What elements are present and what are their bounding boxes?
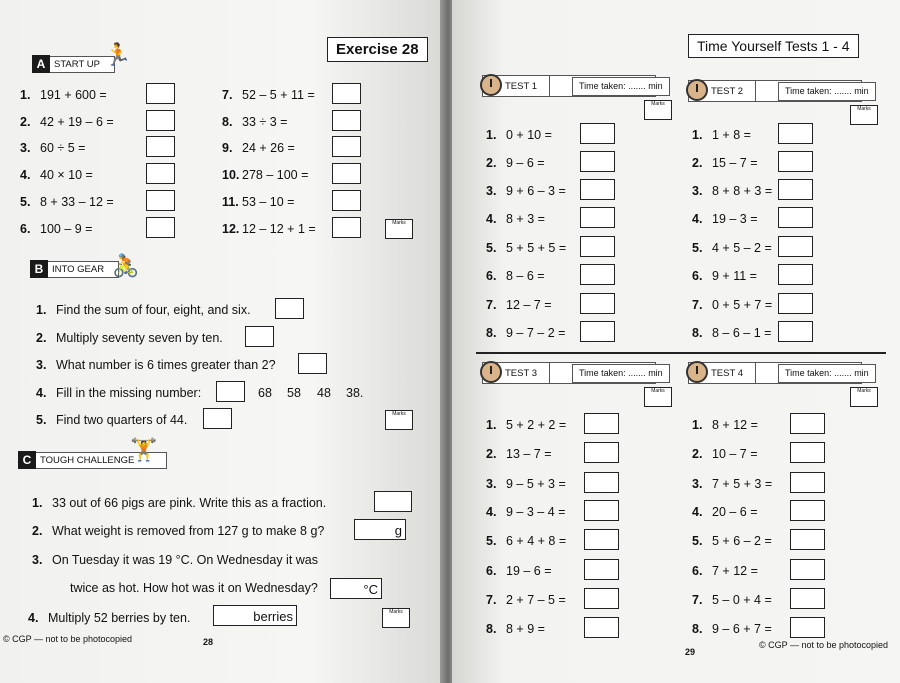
question-number: 5. bbox=[692, 534, 703, 548]
test-label: TEST 1 bbox=[483, 76, 550, 96]
section-letter: A bbox=[32, 55, 50, 73]
question-text: 15 – 7 = bbox=[712, 156, 758, 170]
question-text: 9 + 11 = bbox=[712, 269, 757, 283]
answer-box[interactable] bbox=[584, 617, 619, 638]
question-number: 6. bbox=[692, 564, 703, 578]
question-number: 4. bbox=[692, 212, 703, 226]
question-number: 7. bbox=[692, 593, 703, 607]
answer-box[interactable] bbox=[216, 381, 245, 402]
question-number: 1. bbox=[32, 496, 43, 510]
test-question bbox=[486, 156, 545, 170]
question-number: 1. bbox=[20, 88, 31, 102]
answer-box[interactable] bbox=[790, 472, 825, 493]
question-text: 8 – 6 – 1 = bbox=[712, 326, 772, 340]
question-text: 19 – 6 = bbox=[506, 564, 552, 578]
question-text: 8 + 9 = bbox=[506, 622, 545, 636]
test-question bbox=[486, 505, 565, 519]
question-text: 33 out of 66 pigs are pink. Write this as a fraction. bbox=[52, 496, 327, 510]
answer-box[interactable] bbox=[580, 264, 615, 285]
answer-box[interactable] bbox=[332, 136, 361, 157]
answer-box[interactable] bbox=[580, 123, 615, 144]
answer-box[interactable] bbox=[332, 163, 361, 184]
test-question bbox=[486, 326, 565, 340]
answer-box[interactable] bbox=[584, 472, 619, 493]
test-question bbox=[486, 212, 545, 226]
startup-question bbox=[20, 115, 114, 129]
answer-box[interactable] bbox=[146, 110, 175, 131]
startup-question bbox=[20, 222, 92, 236]
test-question bbox=[692, 477, 772, 491]
test-question bbox=[486, 622, 545, 636]
test-question bbox=[486, 564, 552, 578]
question-text: 0 + 10 = bbox=[506, 128, 552, 142]
question-number: 12. bbox=[222, 222, 240, 236]
question-number: 8. bbox=[486, 622, 497, 636]
section-name: TOUGH CHALLENGE bbox=[36, 452, 167, 469]
question-text: 8 + 3 = bbox=[506, 212, 545, 226]
question-number: 8. bbox=[222, 115, 233, 129]
question-text: 8 + 8 + 3 = bbox=[712, 184, 773, 198]
question-text: What weight is removed from 127 g to make 8 g? bbox=[52, 524, 325, 538]
question-text: 9 – 7 – 2 = bbox=[506, 326, 566, 340]
section-name: INTO GEAR bbox=[48, 261, 119, 278]
question-number: 7. bbox=[222, 88, 233, 102]
answer-box[interactable] bbox=[332, 190, 361, 211]
marks-label: Marks bbox=[857, 388, 871, 394]
question-number: 5. bbox=[486, 241, 497, 255]
clock-icon bbox=[686, 361, 708, 383]
question-number: 2. bbox=[692, 156, 703, 170]
marks-box[interactable]: Marks bbox=[382, 608, 410, 628]
answer-box[interactable] bbox=[790, 588, 825, 609]
answer-box[interactable] bbox=[584, 413, 619, 434]
question-text: 9 – 3 – 4 = bbox=[506, 505, 566, 519]
answer-box[interactable] bbox=[580, 179, 615, 200]
question-number: 3. bbox=[36, 358, 47, 372]
question-number: 6. bbox=[692, 269, 703, 283]
question-number: 10. bbox=[222, 168, 240, 182]
question-text: 9 – 5 + 3 = bbox=[506, 477, 566, 491]
answer-box[interactable] bbox=[778, 293, 813, 314]
answer-box[interactable] bbox=[580, 151, 615, 172]
marks-label: Marks bbox=[651, 101, 665, 107]
question-text: 12 – 7 = bbox=[506, 298, 552, 312]
into-gear-question bbox=[36, 358, 276, 372]
question-text: Find the sum of four, eight, and six. bbox=[56, 303, 251, 317]
question-text: 42 + 19 – 6 = bbox=[40, 115, 114, 129]
answer-box[interactable] bbox=[584, 442, 619, 463]
test-question bbox=[692, 447, 758, 461]
copyright-footer: © CGP — not to be photocopied bbox=[3, 634, 133, 644]
answer-box[interactable] bbox=[580, 236, 615, 257]
question-text: Find two quarters of 44. bbox=[56, 413, 188, 427]
question-text: 7 + 12 = bbox=[712, 564, 758, 578]
into-gear-question bbox=[36, 386, 201, 400]
test-question bbox=[486, 418, 566, 432]
question-text: 278 – 100 = bbox=[242, 168, 309, 182]
answer-box[interactable] bbox=[790, 617, 825, 638]
question-number: 2. bbox=[36, 331, 47, 345]
test-question bbox=[692, 156, 758, 170]
answer-box[interactable] bbox=[275, 298, 304, 319]
answer-box[interactable] bbox=[580, 293, 615, 314]
question-text: Multiply seventy seven by ten. bbox=[56, 331, 223, 345]
question-number: 4. bbox=[28, 611, 39, 625]
startup-question bbox=[20, 88, 107, 102]
left-page bbox=[0, 0, 444, 683]
section-name: START UP bbox=[50, 56, 115, 73]
question-text: 8 + 12 = bbox=[712, 418, 758, 432]
test-question bbox=[692, 212, 758, 226]
question-text: 8 – 6 = bbox=[506, 269, 545, 283]
question-text: 10 – 7 = bbox=[712, 447, 758, 461]
startup-question bbox=[222, 168, 308, 182]
question-number: 4. bbox=[692, 505, 703, 519]
question-number: 3. bbox=[20, 141, 31, 155]
test-label: TEST 2 bbox=[689, 81, 756, 101]
answer-box[interactable] bbox=[778, 207, 813, 228]
question-number: 5. bbox=[692, 241, 703, 255]
question-text: twice as hot. How hot was it on Wednesday? bbox=[70, 581, 318, 595]
test-question bbox=[692, 269, 757, 283]
question-number: 4. bbox=[36, 386, 47, 400]
test-question bbox=[486, 269, 545, 283]
answer-box[interactable] bbox=[146, 190, 175, 211]
sequence-number: 68 bbox=[258, 386, 272, 400]
question-number: 3. bbox=[486, 477, 497, 491]
startup-question bbox=[222, 88, 315, 102]
question-number: 4. bbox=[486, 505, 497, 519]
test-question bbox=[486, 593, 566, 607]
tests-title: Time Yourself Tests 1 - 4 bbox=[688, 34, 859, 58]
page-number: 28 bbox=[203, 637, 214, 647]
into-gear-question bbox=[36, 331, 223, 345]
question-text: 52 – 5 + 11 = bbox=[242, 88, 315, 102]
question-text: 20 – 6 = bbox=[712, 505, 758, 519]
question-text: 13 – 7 = bbox=[506, 447, 552, 461]
answer-box[interactable] bbox=[580, 207, 615, 228]
question-text: 5 + 2 + 2 = bbox=[506, 418, 567, 432]
answer-box[interactable] bbox=[332, 217, 361, 238]
answer-box[interactable] bbox=[584, 559, 619, 580]
question-text: 2 + 7 – 5 = bbox=[506, 593, 566, 607]
startup-question bbox=[20, 141, 85, 155]
question-number: 5. bbox=[486, 534, 497, 548]
answer-box[interactable] bbox=[778, 321, 813, 342]
question-text: 0 + 5 + 7 = bbox=[712, 298, 773, 312]
question-number: 2. bbox=[486, 447, 497, 461]
question-number: 1. bbox=[486, 418, 497, 432]
answer-box[interactable] bbox=[790, 559, 825, 580]
test-question bbox=[486, 241, 566, 255]
marks-box[interactable] bbox=[644, 387, 672, 407]
question-text: Fill in the missing number: bbox=[56, 386, 202, 400]
into-gear-question bbox=[36, 303, 251, 317]
copyright-footer: © CGP — not to be photocopied bbox=[759, 640, 889, 650]
answer-box[interactable] bbox=[790, 529, 825, 550]
question-number: 1. bbox=[692, 128, 703, 142]
page-number: 29 bbox=[685, 647, 696, 657]
question-number: 1. bbox=[692, 418, 703, 432]
question-text: 9 + 6 – 3 = bbox=[506, 184, 566, 198]
question-text: 40 × 10 = bbox=[40, 168, 93, 182]
question-text: What number is 6 times greater than 2? bbox=[56, 358, 276, 372]
answer-box[interactable] bbox=[584, 529, 619, 550]
test-label: TEST 3 bbox=[483, 363, 550, 383]
marks-box[interactable]: Marks bbox=[385, 410, 413, 430]
question-text: 100 – 9 = bbox=[40, 222, 93, 236]
answer-box[interactable] bbox=[332, 110, 361, 131]
answer-box[interactable] bbox=[146, 217, 175, 238]
test-question bbox=[692, 564, 758, 578]
answer-box-grams[interactable]: g bbox=[354, 519, 406, 540]
answer-box[interactable] bbox=[778, 151, 813, 172]
question-number: 7. bbox=[486, 298, 497, 312]
right-page bbox=[452, 0, 900, 683]
question-number: 11. bbox=[222, 195, 239, 209]
sequence-number: 48 bbox=[317, 386, 331, 400]
question-number: 2. bbox=[486, 156, 497, 170]
section-a-tag bbox=[32, 56, 115, 72]
test-question bbox=[486, 298, 552, 312]
question-text: 24 + 26 = bbox=[242, 141, 295, 155]
question-text: 53 – 10 = bbox=[242, 195, 295, 209]
test-question bbox=[692, 326, 771, 340]
clock-icon bbox=[686, 79, 708, 101]
question-number: 5. bbox=[36, 413, 47, 427]
test-question bbox=[486, 477, 566, 491]
startup-question bbox=[222, 141, 295, 155]
tough-question bbox=[28, 611, 190, 625]
question-text: 19 – 3 = bbox=[712, 212, 758, 226]
answer-box-celsius[interactable]: °C bbox=[330, 578, 382, 599]
marks-box[interactable] bbox=[850, 387, 878, 407]
question-number: 9. bbox=[222, 141, 233, 155]
question-number: 8. bbox=[692, 326, 703, 340]
answer-box[interactable] bbox=[146, 83, 175, 104]
answer-box[interactable] bbox=[374, 491, 412, 512]
time-taken: Time taken: ....... min bbox=[778, 82, 876, 101]
question-text: 9 – 6 = bbox=[506, 156, 545, 170]
question-number: 1. bbox=[36, 303, 47, 317]
answer-box[interactable] bbox=[778, 264, 813, 285]
question-number: 6. bbox=[486, 269, 497, 283]
question-text: 4 + 5 – 2 = bbox=[712, 241, 772, 255]
question-text: 7 + 5 + 3 = bbox=[712, 477, 773, 491]
tough-question bbox=[32, 553, 318, 567]
section-letter: B bbox=[30, 260, 48, 278]
answer-box[interactable] bbox=[580, 321, 615, 342]
question-text: On Tuesday it was 19 °C. On Wednesday it was bbox=[52, 553, 319, 567]
question-text: 9 – 6 + 7 = bbox=[712, 622, 772, 636]
startup-question bbox=[20, 195, 114, 209]
test-question bbox=[692, 241, 772, 255]
answer-box[interactable] bbox=[584, 588, 619, 609]
time-taken: Time taken: ....... min bbox=[572, 77, 670, 96]
question-number: 7. bbox=[486, 593, 497, 607]
sequence-number: 58 bbox=[287, 386, 301, 400]
marks-box[interactable] bbox=[850, 105, 878, 125]
answer-box[interactable] bbox=[790, 500, 825, 521]
question-text: 12 – 12 + 1 = bbox=[242, 222, 316, 236]
answer-box-berries[interactable]: berries bbox=[213, 605, 297, 626]
test-question bbox=[486, 184, 566, 198]
test-question bbox=[486, 128, 552, 142]
question-number: 3. bbox=[692, 184, 703, 198]
question-number: 5. bbox=[20, 195, 31, 209]
question-number: 1. bbox=[486, 128, 497, 142]
test-question bbox=[692, 593, 772, 607]
tough-question bbox=[50, 581, 318, 595]
time-taken: Time taken: ....... min bbox=[572, 364, 670, 383]
question-number: 8. bbox=[486, 326, 497, 340]
into-gear-question bbox=[36, 413, 187, 427]
test-question bbox=[486, 447, 552, 461]
section-letter: C bbox=[18, 451, 36, 469]
question-text: 5 – 0 + 4 = bbox=[712, 593, 772, 607]
answer-box[interactable] bbox=[298, 353, 327, 374]
question-text: 5 + 5 + 5 = bbox=[506, 241, 567, 255]
question-text: 6 + 4 + 8 = bbox=[506, 534, 567, 548]
question-number: 3. bbox=[32, 553, 43, 567]
marks-label: Marks bbox=[857, 106, 871, 112]
test-question bbox=[692, 534, 772, 548]
test-question bbox=[692, 128, 751, 142]
answer-box[interactable] bbox=[203, 408, 232, 429]
question-text: 8 + 33 – 12 = bbox=[40, 195, 114, 209]
marks-label: Marks bbox=[651, 388, 665, 394]
clock-icon bbox=[480, 361, 502, 383]
question-number: 6. bbox=[486, 564, 497, 578]
cyclist-icon: 🚴 bbox=[112, 253, 140, 278]
test-label: TEST 4 bbox=[689, 363, 756, 383]
tough-question bbox=[32, 496, 326, 510]
question-number: 2. bbox=[32, 524, 43, 538]
test-question bbox=[692, 298, 772, 312]
question-text: 5 + 6 – 2 = bbox=[712, 534, 772, 548]
answer-box[interactable] bbox=[778, 179, 813, 200]
test-question bbox=[486, 534, 566, 548]
marks-box[interactable] bbox=[644, 100, 672, 120]
tests-divider bbox=[476, 352, 886, 354]
question-number: 6. bbox=[20, 222, 31, 236]
question-text: 60 ÷ 5 = bbox=[40, 141, 86, 155]
test-question bbox=[692, 184, 772, 198]
exercise-title: Exercise 28 bbox=[327, 37, 428, 62]
test-question bbox=[692, 418, 758, 432]
question-number: 3. bbox=[486, 184, 497, 198]
answer-box[interactable] bbox=[790, 442, 825, 463]
marks-box[interactable]: Marks bbox=[385, 219, 413, 239]
question-number: 7. bbox=[692, 298, 703, 312]
tough-question bbox=[32, 524, 324, 538]
weightlifter-icon: 🏋 bbox=[130, 437, 158, 462]
sequence-number: 38. bbox=[346, 386, 364, 400]
question-number: 4. bbox=[20, 168, 31, 182]
question-text: 1 + 8 = bbox=[712, 128, 751, 142]
question-text: 33 ÷ 3 = bbox=[242, 115, 288, 129]
section-b-tag bbox=[30, 261, 119, 277]
question-number: 2. bbox=[20, 115, 31, 129]
answer-box[interactable] bbox=[332, 83, 361, 104]
answer-box[interactable] bbox=[245, 326, 274, 347]
answer-box[interactable] bbox=[790, 413, 825, 434]
answer-box[interactable] bbox=[584, 500, 619, 521]
startup-question bbox=[222, 115, 287, 129]
question-text: 191 + 600 = bbox=[40, 88, 107, 102]
clock-icon bbox=[480, 74, 502, 96]
startup-question bbox=[20, 168, 93, 182]
time-taken: Time taken: ....... min bbox=[778, 364, 876, 383]
answer-box[interactable] bbox=[778, 123, 813, 144]
question-number: 3. bbox=[692, 477, 703, 491]
question-number: 2. bbox=[692, 447, 703, 461]
question-text: Multiply 52 berries by ten. bbox=[48, 611, 191, 625]
answer-box[interactable] bbox=[146, 136, 175, 157]
test-question bbox=[692, 622, 772, 636]
question-number: 8. bbox=[692, 622, 703, 636]
runner-icon: 🏃 bbox=[104, 42, 132, 67]
test-question bbox=[692, 505, 758, 519]
startup-question bbox=[222, 195, 294, 209]
answer-box[interactable] bbox=[778, 236, 813, 257]
question-number: 4. bbox=[486, 212, 497, 226]
startup-question bbox=[222, 222, 316, 236]
answer-box[interactable] bbox=[146, 163, 175, 184]
